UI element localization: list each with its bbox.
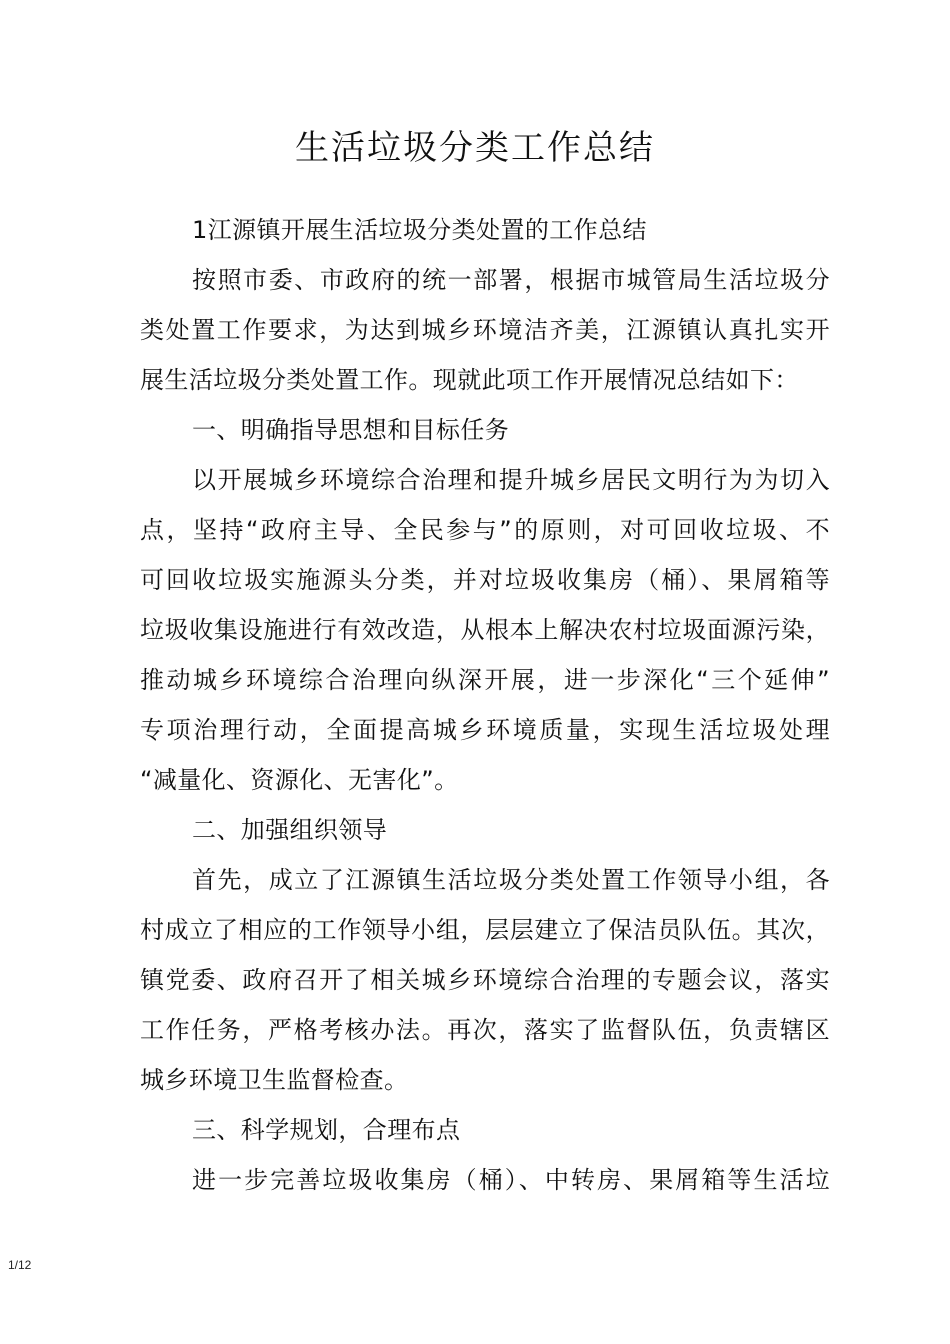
- section-heading: 1江源镇开展生活垃圾分类处置的工作总结: [192, 216, 647, 244]
- paragraph-line: 点，坚持“政府主导、全民参与”的原则，对可回收垃圾、不: [140, 516, 830, 544]
- paragraph-line: 专项治理行动，全面提高城乡环境质量，实现生活垃圾处理: [140, 716, 830, 744]
- paragraph-line: 村成立了相应的工作领导小组，层层建立了保洁员队伍。其次，: [140, 916, 830, 944]
- document-body: [140, 205, 830, 1205]
- paragraph-line: 进一步完善垃圾收集房（桶）、中转房、果屑箱等生活垃: [192, 1166, 830, 1194]
- section-heading: 三、科学规划，合理布点: [192, 1116, 461, 1144]
- paragraph-line: 垃圾收集设施进行有效改造，从根本上解决农村垃圾面源污染，: [140, 616, 830, 644]
- paragraph-line: 推动城乡环境综合治理向纵深开展，进一步深化“三个延伸”: [140, 666, 830, 694]
- paragraph-line: 以开展城乡环境综合治理和提升城乡居民文明行为为切入: [192, 466, 830, 494]
- paragraph-line: 展生活垃圾分类处置工作。现就此项工作开展情况总结如下：: [140, 366, 799, 394]
- document-title: 生活垃圾分类工作总结: [295, 127, 655, 168]
- section-heading: 一、明确指导思想和目标任务: [192, 416, 510, 444]
- paragraph-line: “减量化、资源化、无害化”。: [140, 766, 459, 794]
- page-number: 1/12: [8, 1258, 32, 1272]
- paragraph-line: 城乡环境卫生监督检查。: [140, 1066, 409, 1094]
- paragraph-line: 可回收垃圾实施源头分类，并对垃圾收集房（桶）、果屑箱等: [140, 566, 830, 594]
- paragraph-line: 镇党委、政府召开了相关城乡环境综合治理的专题会议，落实: [140, 966, 830, 994]
- paragraph-line: 工作任务，严格考核办法。再次，落实了监督队伍，负责辖区: [140, 1016, 830, 1044]
- paragraph-line: 首先，成立了江源镇生活垃圾分类处置工作领导小组，各: [192, 866, 830, 894]
- paragraph-line: 按照市委、市政府的统一部署，根据市城管局生活垃圾分: [192, 266, 830, 294]
- section-heading: 二、加强组织领导: [192, 816, 388, 844]
- paragraph-line: 类处置工作要求，为达到城乡环境洁齐美，江源镇认真扎实开: [140, 316, 830, 344]
